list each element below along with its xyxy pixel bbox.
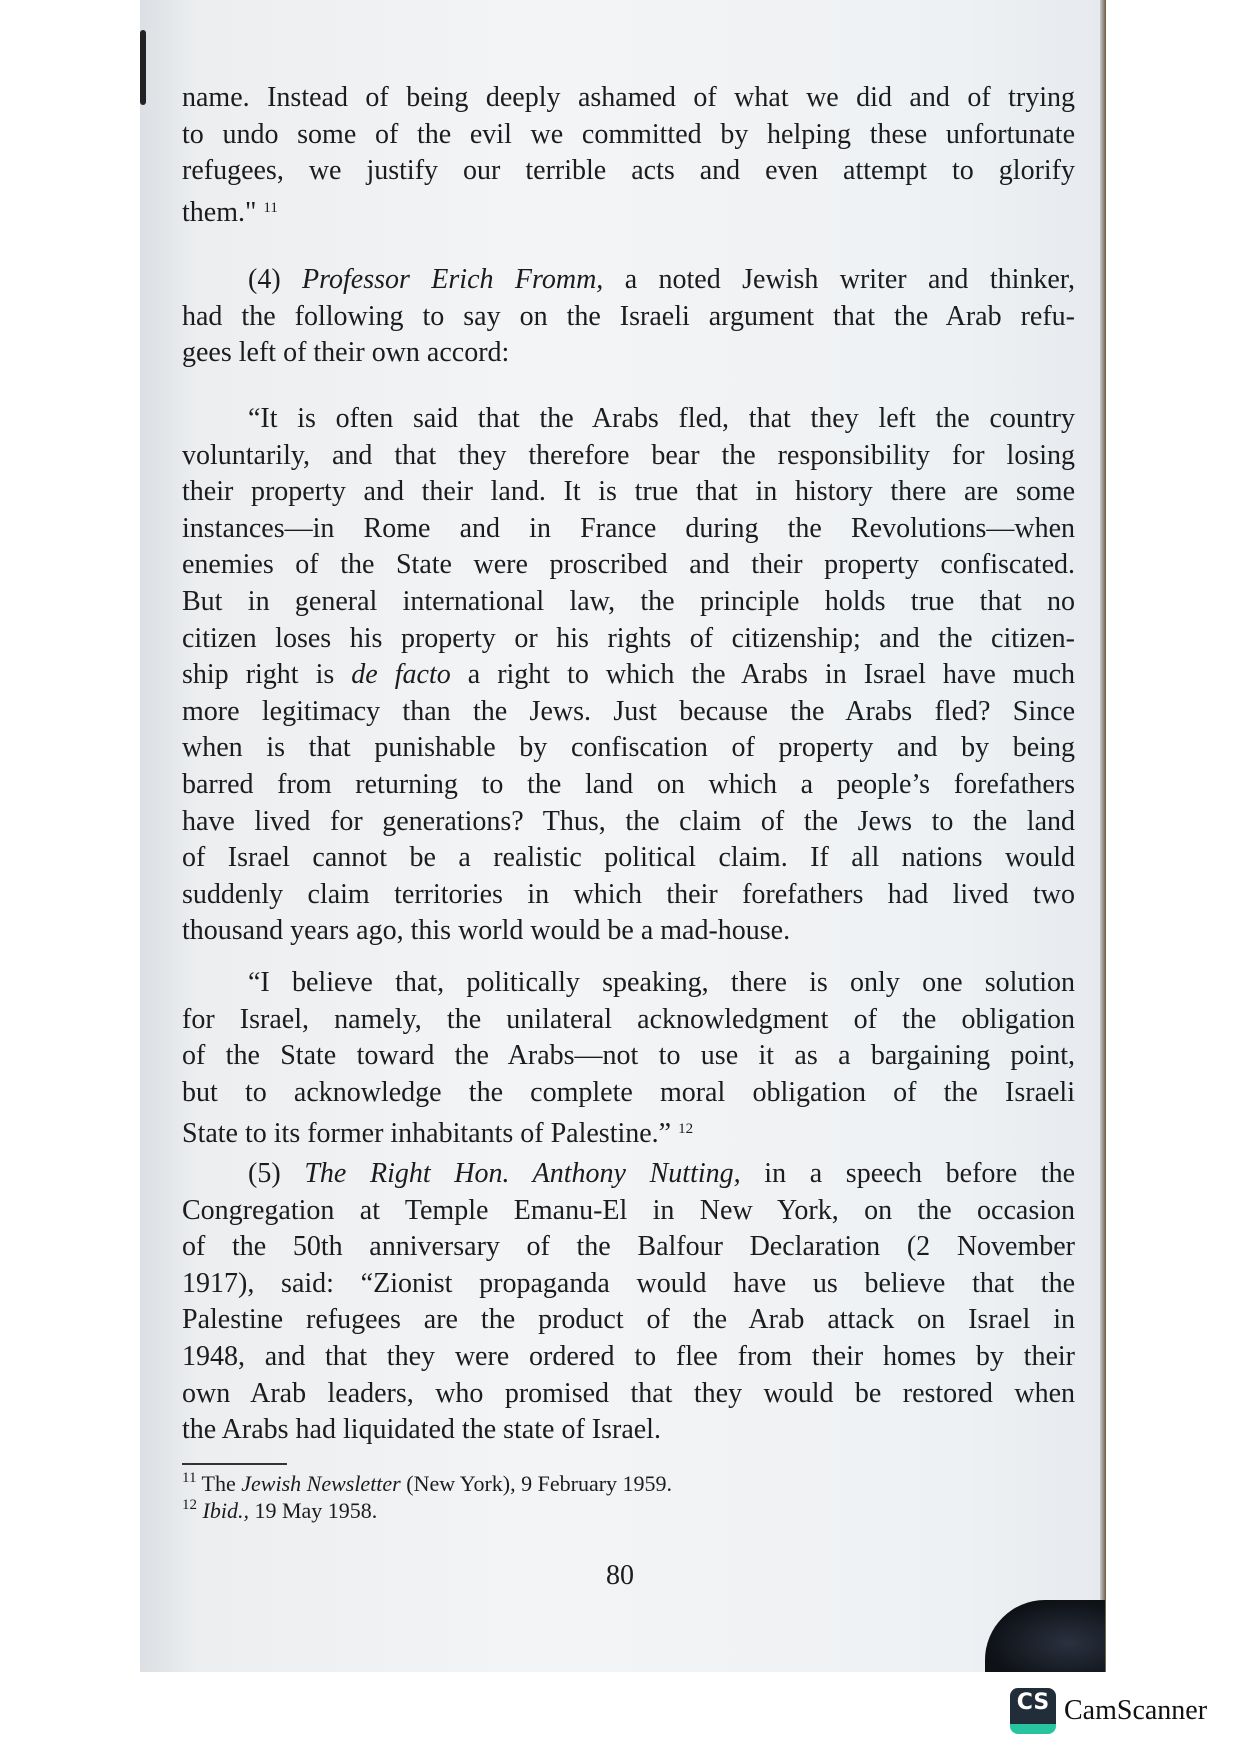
- text: 1917), said: “Zionist propaganda would have us believe that the: [182, 1267, 1075, 1299]
- text-line: [182, 438, 1075, 475]
- text-line: [182, 1302, 1075, 1339]
- text-line: [182, 190, 1075, 227]
- paragraph: [182, 401, 1075, 950]
- footnote: [182, 1470, 672, 1497]
- text: (4): [248, 264, 303, 295]
- text-line: [182, 1229, 1075, 1266]
- text-line: [182, 694, 1075, 731]
- text: to undo some of the evil we committed by helping these unfortunate: [182, 118, 1075, 150]
- text-line: [182, 80, 1075, 117]
- text: enemies of the State were proscribed and their property confiscated.: [182, 549, 1075, 581]
- text: refugees, we justify our terrible acts and even attempt to glorify: [182, 155, 1075, 187]
- text-line: [182, 335, 1075, 372]
- text-line: [182, 401, 1075, 438]
- text-line: [182, 1075, 1075, 1112]
- text-line: [182, 1111, 1075, 1148]
- text-line: [182, 657, 1075, 694]
- camscanner-label: CamScanner: [1064, 1695, 1208, 1726]
- text-line: [182, 621, 1075, 658]
- text: gees left of their own accord:: [182, 337, 510, 369]
- text: (5): [248, 1158, 305, 1189]
- text: 1948, and that they were ordered to flee from their homes by their: [182, 1340, 1075, 1372]
- text-line: [182, 840, 1075, 877]
- text: their property and their land. It is true that in history there are some: [182, 476, 1075, 508]
- camscanner-watermark: [1010, 1688, 1207, 1734]
- text: the Arabs had liquidated the state of Israel.: [182, 1414, 661, 1446]
- text: 19 May 1958.: [248, 1498, 378, 1523]
- footnote: [182, 1497, 377, 1524]
- text: of Israel cannot be a realistic political claim. If all nations would: [182, 842, 1075, 874]
- text: Congregation at Temple Emanu-El in New York, on the occasion: [182, 1194, 1075, 1226]
- page-edge: [1100, 0, 1106, 1672]
- text-line: [182, 511, 1075, 548]
- text: name. Instead of being deeply ashamed of what we did and of trying: [182, 82, 1075, 113]
- text: voluntarily, and that they therefore bear the responsibility for losing: [182, 439, 1075, 471]
- text: “I believe that, politically speaking, there is only one solution: [248, 967, 1075, 998]
- text: citizen loses his property or his rights of citizenship; and the citizen-: [182, 622, 1075, 654]
- page-spine-shadow: [140, 30, 146, 105]
- text: (New York), 9 February 1959.: [400, 1471, 673, 1496]
- text: instances—in Rome and in France during the Revolutions—when: [182, 512, 1075, 544]
- footnote-marker: 12: [182, 1497, 197, 1513]
- text-line: [182, 965, 1075, 1002]
- paragraph: [182, 262, 1075, 372]
- text-line: [182, 547, 1075, 584]
- text: a right to which the Arabs in Israel have much: [450, 659, 1075, 691]
- text-line: [182, 913, 1075, 950]
- text: for Israel, namely, the unilateral acknowledgment of the obligation: [182, 1003, 1075, 1035]
- text-line: [182, 804, 1075, 841]
- page-number: 80: [606, 1560, 634, 1591]
- text-line: [182, 730, 1075, 767]
- paragraph: [182, 80, 1075, 226]
- text-line: [182, 1412, 1075, 1449]
- italic-text: Professor Erich Fromm,: [302, 264, 604, 295]
- text-line: [182, 262, 1075, 299]
- paragraph: [182, 1156, 1075, 1449]
- text: Palestine refugees are the product of the Arab attack on Israel in: [182, 1304, 1075, 1336]
- text: of the State toward the Arabs—not to use it as a bargaining point,: [182, 1040, 1075, 1072]
- text: more legitimacy than the Jews. Just because the Arabs fled? Since: [182, 695, 1075, 727]
- footnote-marker: 11: [182, 1470, 197, 1486]
- text: thousand years ago, this world would be a mad-house.: [182, 915, 791, 947]
- text: of the 50th anniversary of the Balfour Declaration (2 November: [182, 1231, 1075, 1263]
- text-line: [182, 877, 1075, 914]
- text-line: [182, 1156, 1075, 1193]
- text-line: [182, 1376, 1075, 1413]
- footnote-marker: 11: [263, 199, 278, 216]
- text: barred from returning to the land on which a people’s forefathers: [182, 768, 1075, 800]
- italic-text: Jewish Newsletter: [241, 1471, 401, 1496]
- text-line: [182, 1193, 1075, 1230]
- text-line: [182, 117, 1075, 154]
- camscanner-logo-icon: CS: [1010, 1688, 1056, 1734]
- text: in a speech before the: [740, 1158, 1076, 1189]
- text: had the following to say on the Israeli argument that the Arab refu-: [182, 300, 1075, 332]
- text: own Arab leaders, who promised that they would be restored when: [182, 1377, 1075, 1409]
- text: ship right is: [182, 659, 352, 691]
- text-line: [182, 584, 1075, 621]
- italic-text: The Right Hon. Anthony Nutting,: [304, 1158, 741, 1189]
- text-line: [182, 474, 1075, 511]
- text: have lived for generations? Thus, the claim of the Jews to the land: [182, 805, 1075, 837]
- paragraph: [182, 965, 1075, 1148]
- text: The: [196, 1471, 242, 1496]
- text: when is that punishable by confiscation of property and by being: [182, 732, 1075, 764]
- text-line: [182, 1038, 1075, 1075]
- text-line: [182, 1266, 1075, 1303]
- text: “It is often said that the Arabs fled, that they left the country: [248, 403, 1075, 434]
- italic-text: Ibid.,: [202, 1498, 249, 1523]
- text-line: [182, 1339, 1075, 1376]
- footnote-rule: [182, 1463, 287, 1465]
- text: a noted Jewish writer and thinker,: [603, 264, 1076, 295]
- text: But in general international law, the principle holds true that no: [182, 585, 1075, 617]
- text-line: [182, 153, 1075, 190]
- text-line: [182, 767, 1075, 804]
- text-line: [182, 299, 1075, 336]
- text: State to its former inhabitants of Palestine.”: [182, 1118, 679, 1150]
- text: but to acknowledge the complete moral obligation of the Israeli: [182, 1076, 1075, 1108]
- text: suddenly claim territories in which their forefathers had lived two: [182, 878, 1075, 910]
- footnote-marker: 12: [678, 1121, 694, 1138]
- text-line: [182, 1002, 1075, 1039]
- italic-text: de facto: [351, 659, 451, 691]
- text: them.": [182, 196, 264, 228]
